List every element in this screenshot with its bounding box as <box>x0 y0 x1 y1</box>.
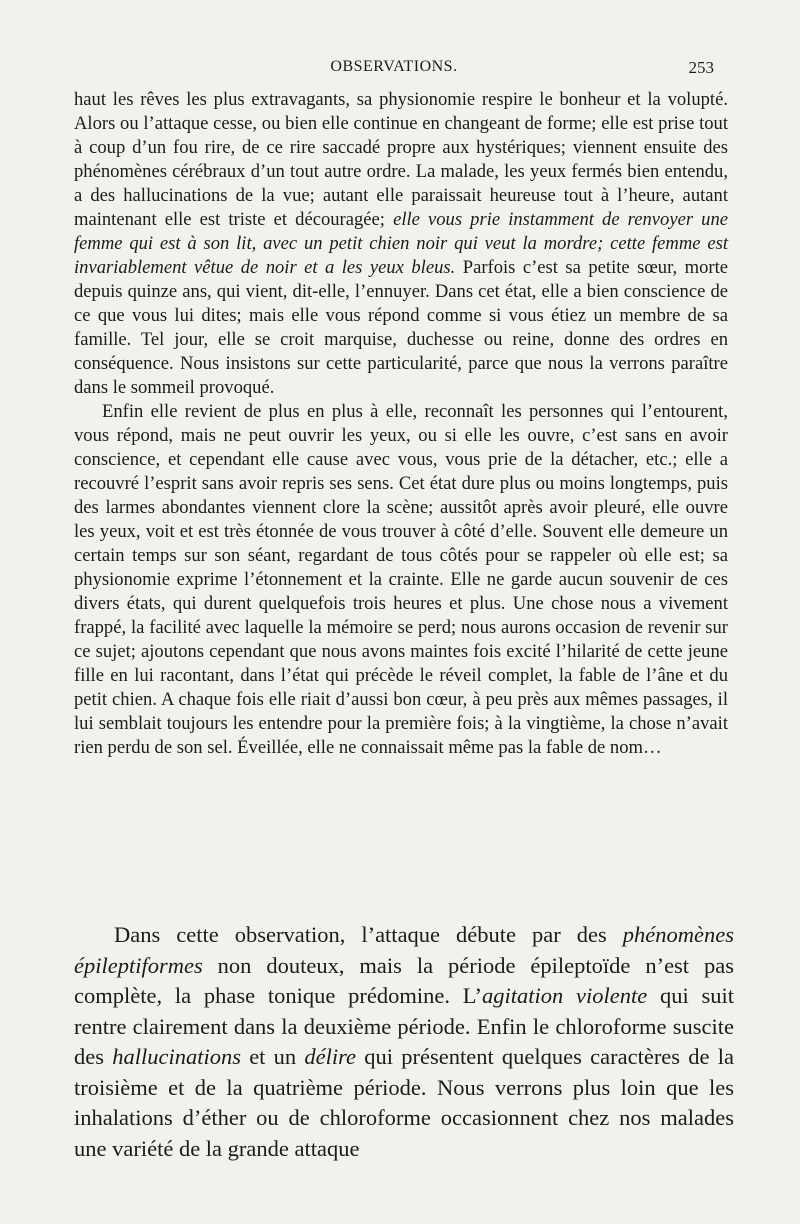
running-head <box>74 58 714 82</box>
commentary-text <box>74 920 734 1164</box>
observation-paragraph-1 <box>74 88 728 400</box>
text-run: non douteux, mais la période épileptoïde n’est pas complète, la phase tonique prédomine. L’ <box>74 952 734 1008</box>
observation-paragraph-2: Enfin elle revient de plus en plus à elle, reconnaît les personnes qui l’entourent, vous répond, mais ne peut ouvrir les yeux, ou si elle les ouvre, c’est sans en avoir conscience, et cependant elle cause avec vous, vous prie de la détacher, etc.; elle a recouvré l’esprit sans avoir repris ses sens. Cet état dure plus ou moins longtemps, puis des larmes abondantes viennent clore la scène; aussitôt après avoir pleuré, elle ouvre les yeux, voit et est très étonnée de vous trouver à côté d’elle. Souvent elle demeure un certain temps sur son séant, regardant de tous côtés pour se rappeler où elle est; sa physionomie exprime l’étonnement et la crainte. Elle ne garde aucun souvenir de ces divers états, qui durent quelquefois trois heures et plus. Une chose nous a vivement frappé, la facilité avec laquelle la mémoire se perd; nous aurons occasion de revenir sur ce sujet; ajoutons cependant que nous avons maintes fois excité l’hilarité de cette jeune fille en lui racontant, dans l’état qui précède le réveil complet, la fable de l’âne et du petit chien. A chaque fois elle riait d’aussi bon cœur, à peu près aux mêmes passages, il lui semblait toujours les entendre pour la première fois; à la vingtième, la chose n’avait rien perdu de son sel. Éveillée, elle ne connaissait même pas la fable de nom… <box>74 401 728 758</box>
text-run: qui suit rentre clairement dans la deuxième période. Enfin le chloroforme suscite des <box>74 983 734 1069</box>
italic-run: hallucinations <box>112 1044 241 1069</box>
text-run: haut les rêves les plus extravagants, sa physionomie respire le bonheur et la volupté. Alors ou l’attaque cesse, ou bien elle continue en changeant de forme; elle est prise tout à coup d’un fou rire, de ce rire saccadé propre aux hystériques; viennent ensuite des phénomènes cérébraux d’un tout autre ordre. La malade, les yeux fermés bien entendu, a des hallucinations de la vue; autant elle paraissait heureuse tout à l’heure, autant maintenant elle est triste et découragée; <box>74 89 728 230</box>
commentary-paragraph <box>74 920 734 1164</box>
italic-run: phénomènes épileptiformes <box>74 922 734 978</box>
text-run: et un <box>240 1044 305 1069</box>
running-title: OBSERVATIONS. <box>330 58 458 75</box>
page-number: 253 <box>688 58 714 77</box>
text-run: Dans cette observation, l’attaque débute par des <box>114 922 623 947</box>
text-run: qui présentent quelques caractères de la troisième et de la quatrième période. Nous verrons plus loin que les inhalations d’éther ou de chloroforme occasionnent chez nos malades une variété de la grande attaque <box>74 1044 734 1161</box>
italic-run: délire <box>304 1044 357 1069</box>
italic-run: agitation violente <box>481 983 648 1008</box>
observation-text <box>74 88 728 760</box>
text-run: Parfois c’est sa petite sœur, morte depuis quinze ans, qui vient, dit-elle, l’ennuyer. Dans cet état, elle a bien conscience de ce que vous lui dites; mais elle vous répond comme si vous étiez un membre de sa famille. Tel jour, elle se croit marquise, duchesse ou reine, donne des ordres en conséquence. Nous insistons sur cette particularité, parce que nous la verrons paraître dans le sommeil provoqué. <box>74 257 728 398</box>
italic-run: elle vous prie instamment de renvoyer une femme qui est à son lit, avec un petit chien noir qui veut la mordre; cette femme est invariablement vêtue de noir et a les yeux bleus. <box>74 209 728 278</box>
